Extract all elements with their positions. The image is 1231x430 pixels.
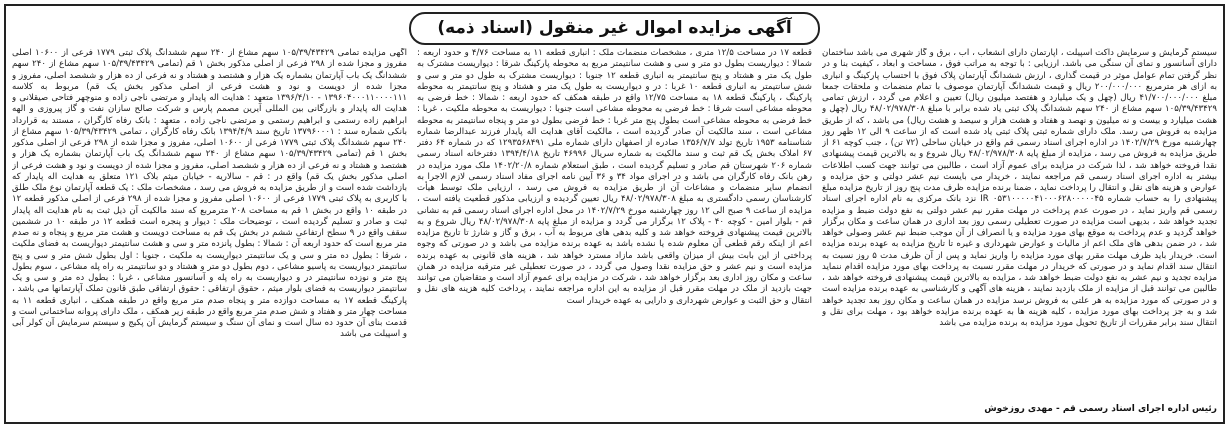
notice-title: آگهی مزایده اموال غیر منقول (اسناد ذمه) <box>409 12 819 45</box>
title-wrap <box>6 12 1223 45</box>
auction-notice <box>4 4 1225 424</box>
column-middle <box>417 48 812 416</box>
signature: رئیس اداره اجرای اسناد رسمی قم - مهدی روزخوش <box>984 404 1217 415</box>
column-middle-text: قطعه ۱۷ در مساحت ۱۲/۵ متری ، مشخصات منضمات ملک : انباری قطعه ۱۱ به مساحت ۴/۷۶ و حدود اربعه : شمالا : دیواریست بطول دو متر و سی و هشت سانتیمتر مربع به محوطه پارکینگ شرقا : دیواریست مشترک به طول یک متر و هشتاد و پنج سانتیمتر به انباری قطعه ۱۲ جنوبا : دیواریست مشترک به طول دو متر و سی و شش سانتیمتر به انباری قطعه ۱۰ غربا : در و دیواریست به طول یک متر و هشتاد و پنج سانتیمتر به محوطه پارکینگ ، پارکینگ قطعه ۱۸ به مساحت ۱۲/۷۵ واقع در طبقه همکف که حدود اربعه : شمالا : خط فرضی به محوطه مشاعی است شرقا : خط فرضی به محوطه مشاعی است جنوبا : دیواریست به محوطه ملکیت ، غربا : خط فرضی به محوطه مشاعی است بطول پنج متر غربا : خط فرضی بطول دو متر و پنجاه سانتیمتر به محوطه مشاعی است ، سند مالکیت آن صادر گردیده است ، مالکیت آقای هدایت اله پایدار فرزند عبدالرضا شماره شناسنامه ۱۹۵۳ تاریخ تولد ۱۳۵۶/۷/۷ صادره از اصفهان دارای شماره ملی ۱۲۹۳۵۶۸۴۹۱ که در شماره ۶۴ دفتر ۶۷ املاک بخش یک قم ثبت و سند مالکیت به شماره سریال ۴۶۹۹۶ تاریخ ۱۳۹۴/۴/۱۸ دفترخانه اسناد رسمی شماره ۲۰۶ شهرستان قم صادر و تسلیم گردیده است ، طبق استعلام شماره ۱۴۰۲/۲۰/۸ ملک مورد مزایده در رهن بانک رفاه کارگران می باشد و در اجرای مواد ۳۴ و ۳۶ آیین نامه اجرای مفاد اسناد رسمی لازم الاجرا به انضمام سایر منضمات و مشاعات آن از طریق مزایده به فروش می رسد ، ارزیابی ملک توسط هیأت کارشناسان رسمی دادگستری به مبلغ ۴۸/۰۲/۹۷۸/۳۰۸ ریال تعیین گردیده و ارزیابی مذکور قطعیت یافته است ، مزایده از ساعت ۹ صبح الی ۱۲ روز چهارشنبه مورخ ۱۴۰۲/۷/۲۹ در محل اداره اجرای اسناد رسمی قم به نشانی قم - بلوار امین - کوچه ۴۰ - پلاک ۱۲ برگزار می گردد و مزایده از مبلغ پایه ۴۸/۰۲/۹۷۸/۳۰۸ ریال شروع و به بالاترین قیمت پیشنهادی فروخته خواهد شد و کلیه بدهی های مربوط به آب ، برق و گاز و شارژ تا تاریخ مزایده اعم از اینکه رقم قطعی آن معلوم شده یا نشده باشد به عهده برنده مزایده می باشد و در صورتی که وجوه پرداختی از این بابت بیش از میزان واقعی باشد مازاد مسترد خواهد شد ، هزینه های قانونی به عهده برنده مزایده است و نیم عشر و حق مزایده نقدا وصول می گردد ، در صورت تعطیلی غیر مترقبه مزایده در همان ساعت و مکان روز اداری بعد برگزار خواهد شد ، شرکت در مزایده برای عموم آزاد است و متقاضیان می توانند جهت بازدید از ملک در مهلت مقرر قبل از مزایده به این اداره مراجعه نمایند ، پرداخت کلیه هزینه های نقل و انتقال و حق الثبت و عوارض شهرداری و دارایی به عهده خریدار است <box>417 48 812 306</box>
column-left-text: سیستم گرمایش و سرمایش داکت اسپیلت ، آپارتمان دارای انشعاب ، آب ، برق و گاز شهری می باشد ساختمان دارای آسانسور و نمای آن سنگی می باشد. ارزیابی : با توجه به مراتب فوق ، مساحت و ابعاد ، کیفیت بنا و در نظر گرفتن تمام عوامل موثر در قیمت گذاری ، ارزش ششدانگ آپارتمان پلاک فوق با احتساب پارکینگ و انباری به ازای هر مترمربع ۲۰۰/۰۰۰/۰۰۰ ریال و قیمت ششدانگ آپارتمان موصوف با تمام منضمات و ملحقات جمعا مبلغ ۴۱/۷۰۰/۰۰۰/۰۰۰ ریال (چهل و یک میلیارد و هفتصد میلیون ریال) تعیین و اعلام می گردد ، ارزش تمامی ۱۰۵/۳۹/۴۳۴۲۹ سهم مشاع از ۲۴۰ سهم ششدانگ پلاک ثبتی یاد شده برابر با مبلغ ۴۸/۰۲/۹۷۸/۳۰۸ ریال (چهل و هشت میلیارد و بیست و نه میلیون و نهصد و هفتاد و هشت هزار و سیصد و هشت ریال) می باشد ، که از طریق مزایده به فروش می رسد. ملک دارای شماره ثبتی پلاک ثبتی یاد شده است که از ساعت ۹ الی ۱۲ ظهر روز چهارشنبه مورخ ۱۴۰۲/۷/۲۹ در اداره اجرای اسناد رسمی قم واقع در خیابان ساحلی (۷۲ تن) ، جنب کوچه ۶۱ از طریق مزایده به فروش می رسد ، مزایده از مبلغ پایه ۴۸/۰۲/۹۷۸/۳۰۸ ریال شروع و به بالاترین قیمت پیشنهادی نقدا فروخته خواهد شد ، لذا شرکت در مزایده برای عموم آزاد است ، طالبین می توانند جهت کسب اطلاعات بیشتر به اداره اجرای اسناد رسمی قم مراجعه نمایند ، خریدار می بایست نیم عشر دولتی و حق مزایده و عوارض و هزینه های نقل و انتقال را پرداخت نماید ، ضمنا برنده مزایده ظرف مدت پنج روز از تاریخ مزایده مبلغ پیشنهادی را به حساب شماره IR ۰۵۳۱۰۰۰۰۰۴۱۰۰۰۶۲۸۰۰۰۰۰۴۵ نزد بانک مرکزی به نام اداره اجرای اسناد رسمی قم واریز نماید ، در صورت عدم پرداخت در مهلت مقرر نیم عشر دولتی به نفع دولت ضبط و مزایده تجدید خواهد شد ، بدیهی است مزایده در صورت تعطیلی رسمی روز بعد اداری در همان ساعت و مکان برگزار خواهد گردید و عدم پرداخت به موقع بهای مورد مزایده و یا انصراف از آن موجب ضبط نیم عشر وصولی خواهد شد ، در ضمن بدهی های ملک اعم از مالیات و عوارض شهرداری و غیره تا تاریخ مزایده به عهده برنده مزایده است. خریدار باید ظرف مهلت مقرر بهای مورد مزایده را واریز نماید و پس از آن ظرف مدت ۵ روز نسبت به انتقال سند اقدام نماید و در صورتی که خریدار در مهلت مقرر نسبت به پرداخت بهای مورد مزایده اقدام ننماید مزایده تجدید و نیم عشر به نفع دولت ضبط خواهد شد ، مزایده به بالاترین قیمت پیشنهادی فروخته خواهد شد ، طالبین می توانند قبل از مزایده از ملک بازدید نمایند ، هزینه های آگهی و کارشناسی به عهده برنده مزایده است و در صورتی که مورد مزایده به هر علتی به فروش نرسد مزایده در همان ساعت و مکان روز بعد تجدید خواهد شد و به جز پرداخت بهای مورد مزایده ، کلیه هزینه ها به عهده برنده مزایده خواهد بود ، مهلت برای نقل و انتقال سند برابر مقررات از تاریخ تحویل مورد مزایده به برنده مزایده می باشد <box>822 48 1217 328</box>
column-right-text: آگهی مزایده تمامی ۱۰۵/۳۹/۴۳۴۲۹ سهم مشاع از ۲۴۰ سهم ششدانگ پلاک ثبتی ۱۷۷۹ فرعی از ۱۰۶۰۰ اصلی مفروز و مجزا شده از ۲۹۸ فرعی از اصلی مذکور بخش ۱ قم (تمامی ۱۰۵/۳۹/۴۳۴۲۹ سهم مشاع از ۲۴۰ سهم ششدانگ یک باب آپارتمان بشماره یک هزار و هشتصد و هشتاد و نه فرعی از ده هزار و ششصد اصلی، مفروز و مجزا شده از دویست و نود و هشت فرعی از اصلی مذکور بخش یک قم) مربوط به کلاسه ۱۳۹۶۰۴۰۰۰۱۱۰۰۰۰۱۱۱ - ۱۳۹۶/۴/۱۰ متعهد : هدایت اله پایدار و مرتضی ناجی زاده و منوچهر فتاحی صیقلانی و هدایت اله پایدار و بازرگانی بین المللی آیرین مصمم پارس و شرکت صالح سازان نفت و گاز پیروزی و الهه ابراهیم زاده رستمی و ابراهیم رستمی و مرتضی ناجی زاده ، متعهد : بانک رفاه کارگران ، مستند به قرارداد بانکی شماره سند : ۱۳۷۹۶۰۰۰۱ تاریخ سند ۱۳۹۴/۴/۹ بانک رفاه کارگران ، تمامی ۱۰۵/۳۹/۴۳۴۲۹ سهم مشاع از ۲۴۰ سهم ششدانگ پلاک ثبتی ۱۷۷۹ فرعی از ۱۰۶۰۰ اصلی، مفروز و مجزا شده از ۲۹۸ فرعی از اصلی مذکور بخش ۱ قم (تمامی ۱۰۵/۳۹/۴۳۴۲۹ سهم مشاع از ۲۴۰ سهم ششدانگ یک باب آپارتمان بشماره یک هزار و هشتصد و هشتاد و نه فرعی از ده هزار و ششصد اصلی، مفروز و مجزا شده از دویست و نود و هشت فرعی از اصلی مذکور بخش یک قم) واقع در : قم - سالاریه - خیابان میثم بلاک ۱۲۱ متعلق به هدایت اله پایدار که بازداشت شده است و از طریق مزایده به فروش می رسد ، مشخصات ملک : یک قطعه آپارتمان نوع ملک طلق با کاربری به پلاک ثبتی ۱۷۷۹ فرعی از ۱۰۶۰۰ اصلی مفروز و مجزا شده از ۲۹۸ فرعی از اصلی مذکور قطعه ۱۲ در طبقه ۱۰ واقع در بخش ۱ قم به مساحت ۲۰۸ مترمربع که سند مالکیت آن ذیل ثبت به نام هدایت اله پایدار ثبت و صادر و تسلیم گردیده است ، توضیحات ملک : دیوار و پنجره است قطعه ۱۲ در طبقه ۱۰ در ششمین سقف واقع در ۹ سطح ارتفاعی ششم در بخش یک قم به مساحت دویست و هشت متر مربع و پنجاه و نه صدم متر مربع است که حدود اربعه آن : شمالا : بطول پانزده متر و سی و هشت سانتیمتر دیواریست به فضای ملکیت ، شرقا : بطول ده متر و سی و یک سانتیمتر دیواریست به ملکیت ، جنوبا : اول بطول شش متر و سی و پنج سانتیمتر دیواریست به پاسیو مشاعی ، دوم بطول دو متر و هشتاد و دو سانتیمتر به راه پله مشاعی ، سوم بطول پنج متر و نوزده سانتیمتر در و دیواریست به راه پله و آسانسور مشاعی ، غربا : بطول ده متر و سی و یک سانتیمتر دیواریست به فضای بلوار میثم ، حقوق ارتفاقی : حقوق ارتفاقی طبق قانون تملک آپارتمانها می باشد ، پارکینگ قطعه ۱۷ به مساحت دوازده متر و پنجاه صدم متر مربع واقع در طبقه همکف ، انباری قطعه ۱۱ به مساحت چهار متر و هفتاد و شش صدم متر مربع واقع در طبقه زیر همکف ، ملک دارای پروانه ساختمانی است و قدمت بنای آن حدود ده سال است و نمای آن سنگ و سیستم گرمایش آن پکیج و سیستم سرمایش آن کولر آبی و اسپیلت می باشد <box>12 48 407 340</box>
text-columns <box>12 48 1217 416</box>
column-right <box>12 48 407 416</box>
column-left <box>822 48 1217 416</box>
